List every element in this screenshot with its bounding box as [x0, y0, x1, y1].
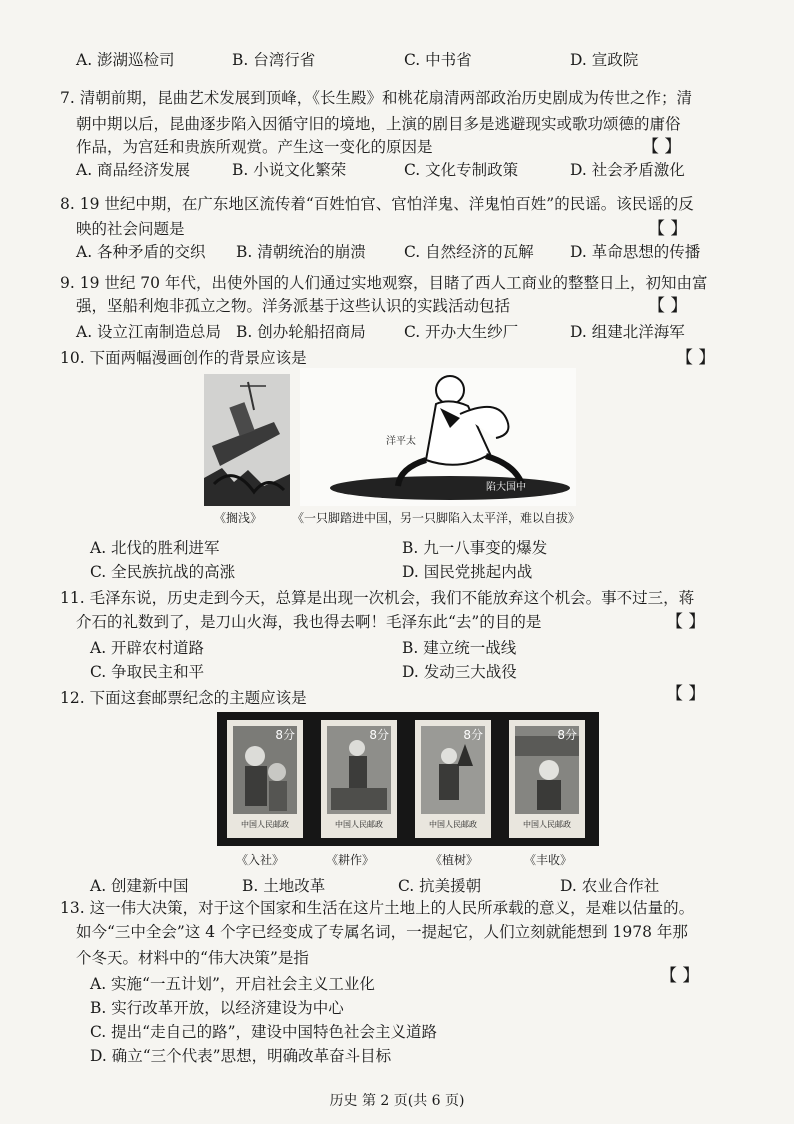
q10-caption-1: 《搁浅》 [214, 511, 263, 525]
q13-stem-line1: 13. 这一伟大决策，对于这个国家和生活在这片土地上的人民所承载的意义，是难以估量的。 [60, 899, 695, 917]
stamp-join-cooperative [227, 720, 303, 838]
q11-stem-line1: 11. 毛泽东说，历史走到今天，总算是出现一次机会，我们不能放弃这个机会。事不过三，蒋 [60, 589, 695, 607]
q12-stem: 12. 下面这套邮票纪念的主题应该是 [60, 689, 307, 707]
q10-answer-bracket[interactable]: 【 】 [676, 348, 716, 368]
q7-option-c: C. 文化专制政策 [404, 161, 519, 179]
q13-option-a: A. 实施“一五计划”，开启社会主义工业化 [90, 975, 375, 993]
q7-stem-line2: 朝中期以后，昆曲逐步陷入因循守旧的境地，上演的剧目多是逃避现实或歌功颂德的庸俗 [76, 115, 681, 133]
q6-option-c: C. 中书省 [404, 51, 472, 69]
q10-option-c: C. 全民族抗战的高涨 [90, 563, 236, 581]
stamp-harvest [509, 720, 585, 838]
stamp-value: 8分 [463, 728, 483, 742]
q9-stem-line1: 9. 19 世纪 70 年代，出使外国的人们通过实地观察，目睹了西人工商业的整整日上，初知由富 [60, 274, 708, 292]
q12-answer-bracket[interactable]: 【 】 [666, 684, 706, 704]
q8-answer-bracket[interactable]: 【 】 [648, 219, 688, 239]
q7-stem-line3: 作品，为宫廷和贵族所观赏。产生这一变化的原因是 [76, 138, 433, 156]
stamp-caption-4: 《丰收》 [524, 853, 573, 867]
q7-option-b: B. 小说文化繁荣 [232, 161, 347, 179]
q10-option-a: A. 北伐的胜利进军 [90, 539, 220, 557]
q9-option-c: C. 开办大生纱厂 [404, 323, 519, 341]
q8-option-d: D. 革命思想的传播 [570, 243, 701, 261]
q11-stem-line2: 介石的礼数到了，是刀山火海，我也得去啊！毛泽东此“去”的目的是 [76, 613, 542, 631]
cartoon-label-left: 洋平太 [386, 436, 416, 447]
q8-stem-line1: 8. 19 世纪中期，在广东地区流传着“百姓怕官、官怕洋鬼、洋鬼怕百姓”的民谣。该民谣的反 [60, 195, 694, 213]
q8-option-c: C. 自然经济的瓦解 [404, 243, 534, 261]
q11-option-a: A. 开辟农村道路 [90, 639, 205, 657]
q13-option-d: D. 确立“三个代表”思想，明确改革奋斗目标 [90, 1047, 392, 1065]
q10-stem: 10. 下面两幅漫画创作的背景应该是 [60, 349, 307, 367]
cartoon-one-foot-in-china [300, 368, 576, 506]
q10-option-b: B. 九一八事变的爆发 [402, 539, 548, 557]
q13-option-c: C. 提出“走自己的路”，建设中国特色社会主义道路 [90, 1023, 438, 1041]
stamp-farming [321, 720, 397, 838]
q13-option-b: B. 实行改革开放，以经济建设为中心 [90, 999, 344, 1017]
stamp-tree-planting [415, 720, 491, 838]
stamp-value: 8分 [369, 728, 389, 742]
q10-caption-2: 《一只脚踏进中国，另一只脚陷入太平洋，难以自拔》 [292, 511, 581, 525]
stamp-set [217, 712, 599, 846]
q7-answer-bracket[interactable]: 【 】 [642, 137, 682, 157]
stamp-caption-1: 《入社》 [236, 853, 285, 867]
q9-stem-line2: 强，坚船利炮非孤立之物。洋务派基于这些认识的实践活动包括 [76, 297, 511, 315]
stamp-country: 中国人民邮政 [523, 820, 571, 829]
cartoon-stranded-ship [204, 374, 290, 506]
cartoon-label-right: 陷大国中 [486, 482, 526, 493]
stamp-value: 8分 [557, 728, 577, 742]
q12-option-d: D. 农业合作社 [560, 877, 660, 895]
q11-option-d: D. 发动三大战役 [402, 663, 517, 681]
q6-option-d: D. 宣政院 [570, 51, 639, 69]
stamp-country: 中国人民邮政 [241, 820, 289, 829]
q8-option-b: B. 清朝统治的崩溃 [236, 243, 366, 261]
q9-option-a: A. 设立江南制造总局 [76, 323, 222, 341]
q12-option-b: B. 土地改革 [242, 877, 326, 895]
q11-option-c: C. 争取民主和平 [90, 663, 205, 681]
stamp-country: 中国人民邮政 [335, 820, 383, 829]
q7-option-a: A. 商品经济发展 [76, 161, 191, 179]
q11-option-b: B. 建立统一战线 [402, 639, 517, 657]
q13-stem-line2: 如今“三中全会”这 4 个字已经变成了专属名词，一提起它，人们立刻就能想到 1978 年那 [76, 923, 688, 941]
q8-option-a: A. 各种矛盾的交织 [76, 243, 206, 261]
q9-option-d: D. 组建北洋海军 [570, 323, 685, 341]
q8-stem-line2: 映的社会问题是 [76, 220, 185, 238]
stamp-caption-3: 《植树》 [430, 853, 479, 867]
q11-answer-bracket[interactable]: 【 】 [666, 612, 706, 632]
q13-answer-bracket[interactable]: 【 】 [660, 966, 700, 986]
stamp-value: 8分 [275, 728, 295, 742]
q9-answer-bracket[interactable]: 【 】 [648, 296, 688, 316]
stamp-caption-2: 《耕作》 [326, 853, 375, 867]
q12-option-a: A. 创建新中国 [90, 877, 189, 895]
q7-option-d: D. 社会矛盾激化 [570, 161, 685, 179]
q12-option-c: C. 抗美援朝 [398, 877, 482, 895]
stamp-country: 中国人民邮政 [429, 820, 477, 829]
q6-option-a: A. 澎湖巡检司 [76, 51, 175, 69]
q7-stem-line1: 7. 清朝前期，昆曲艺术发展到顶峰，《长生殿》和桃花扇清两部政治历史剧成为传世之作；清 [60, 89, 692, 107]
q13-stem-line3: 个冬天。材料中的“伟大决策”是指 [76, 949, 309, 967]
q9-option-b: B. 创办轮船招商局 [236, 323, 366, 341]
q6-option-b: B. 台湾行省 [232, 51, 316, 69]
page-footer: 历史 第 2 页(共 6 页) [329, 1093, 465, 1109]
q10-option-d: D. 国民党挑起内战 [402, 563, 533, 581]
